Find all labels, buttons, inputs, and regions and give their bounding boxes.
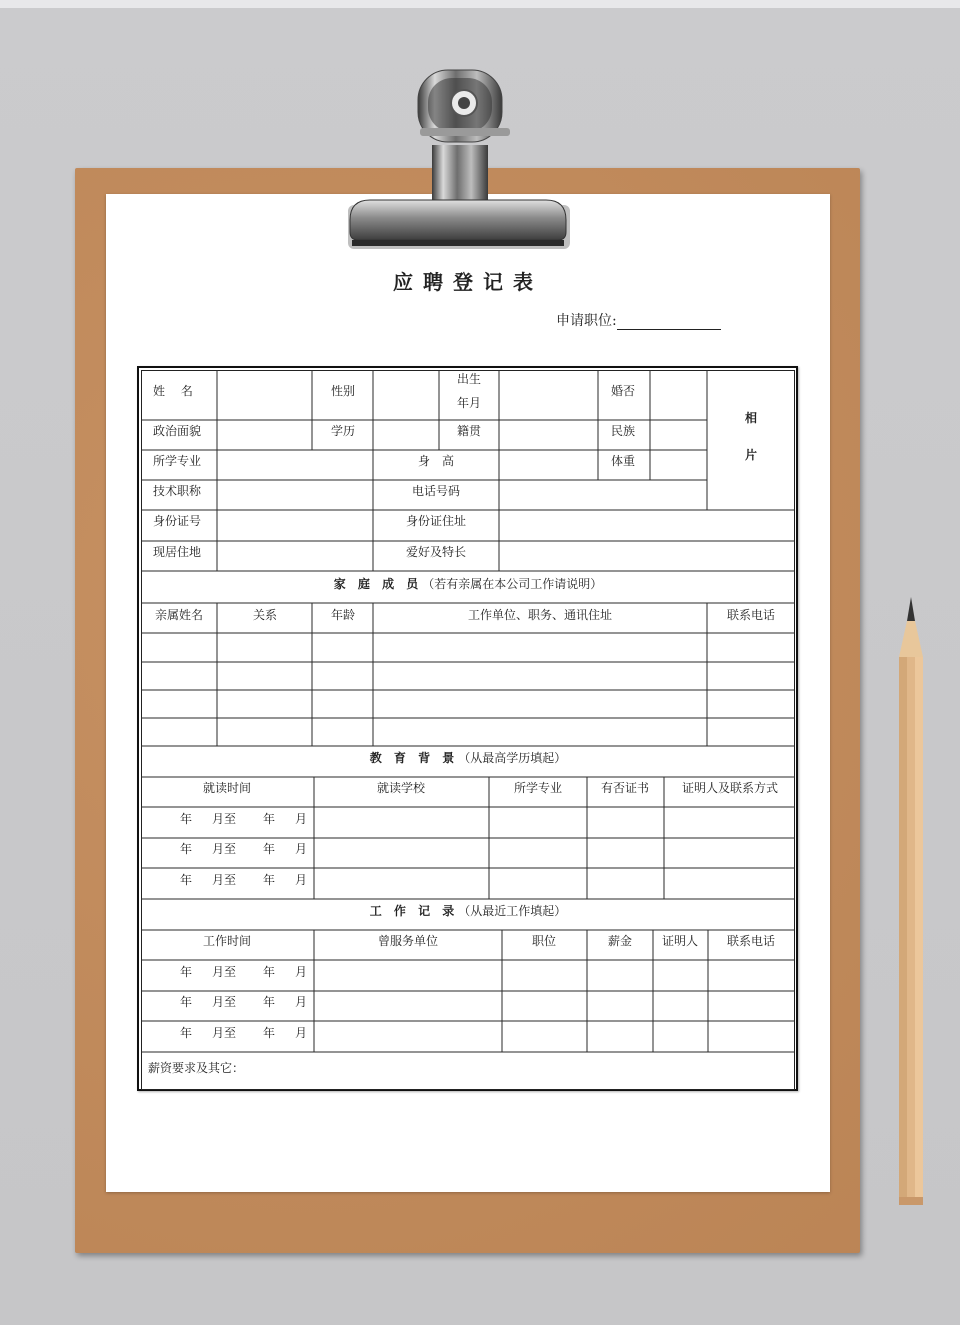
label-photo-1: 相 [744, 411, 758, 425]
label-birth-2: 年月 [456, 396, 482, 410]
work-row-2-year-from: 年 [180, 995, 193, 1009]
label-residence: 现居住地 [153, 545, 202, 559]
work-row-3-month-end: 月 [295, 1026, 308, 1040]
label-hobby: 爱好及特长 [405, 545, 467, 559]
work-heading-note: （从最近工作填起） [458, 904, 567, 918]
edu-row-2-month-to: 月至 [212, 842, 237, 856]
label-politics: 政治面貌 [153, 424, 202, 438]
work-heading [370, 904, 567, 918]
label-height: 身 高 [417, 454, 455, 468]
work-row-1-year-from: 年 [180, 965, 193, 979]
label-ethnic: 民族 [610, 424, 636, 438]
work-row-2-month-to: 月至 [212, 995, 237, 1009]
work-col-employer: 曾服务单位 [377, 934, 439, 948]
education-heading [370, 751, 567, 765]
edu-row-3-month-end: 月 [295, 873, 308, 887]
work-heading-title: 工 作 记 录 [369, 904, 459, 918]
work-col-reference: 证明人 [661, 934, 699, 948]
apply-position-label: 申请职位: [556, 313, 617, 329]
work-row-3-year-to: 年 [263, 1026, 276, 1040]
label-id-number: 身份证号 [153, 514, 202, 528]
edu-row-2-year-from: 年 [180, 842, 193, 856]
label-name: 姓 名 [153, 384, 193, 398]
work-col-position: 职位 [531, 934, 557, 948]
work-row-3-month-to: 月至 [212, 1026, 237, 1040]
family-col-name: 亲属姓名 [154, 608, 204, 622]
label-gender: 性别 [330, 384, 356, 398]
edu-row-1-year-to: 年 [263, 812, 276, 826]
label-marital: 婚否 [610, 384, 636, 398]
label-weight: 体重 [610, 454, 636, 468]
edu-col-school: 就读学校 [376, 781, 426, 795]
education-heading-title: 教 育 背 景 [369, 751, 459, 765]
label-birth-1: 出生 [456, 372, 482, 386]
family-col-work: 工作单位、职务、通讯住址 [467, 608, 613, 622]
work-row-2-month-end: 月 [295, 995, 308, 1009]
work-row-2-year-to: 年 [263, 995, 276, 1009]
label-salary-requirements: 薪资要求及其它： [148, 1061, 245, 1075]
edu-row-1-month-to: 月至 [212, 812, 237, 826]
edu-col-period: 就读时间 [202, 781, 252, 795]
work-row-1-month-to: 月至 [212, 965, 237, 979]
family-heading-title: 家 庭 成 员 [333, 577, 423, 591]
label-title-rank: 技术职称 [153, 484, 202, 498]
label-native: 籍贯 [456, 424, 482, 438]
work-row-3-year-from: 年 [180, 1026, 193, 1040]
label-phone: 电话号码 [411, 484, 461, 498]
edu-row-3-month-to: 月至 [212, 873, 237, 887]
page-title: 应聘登记表 [393, 270, 543, 294]
edu-row-1-year-from: 年 [180, 812, 193, 826]
label-education: 学历 [330, 424, 356, 438]
edu-row-2-year-to: 年 [263, 842, 276, 856]
label-photo-2: 片 [744, 448, 758, 462]
edu-col-major: 所学专业 [513, 781, 563, 795]
family-heading-note: （若有亲属在本公司工作请说明） [422, 577, 603, 591]
family-heading [334, 577, 603, 591]
edu-col-reference: 证明人及联系方式 [681, 781, 779, 795]
edu-row-3-year-to: 年 [263, 873, 276, 887]
work-col-salary: 薪金 [607, 934, 633, 948]
edu-row-3-year-from: 年 [180, 873, 193, 887]
work-col-period: 工作时间 [202, 934, 252, 948]
edu-row-1-month-end: 月 [295, 812, 308, 826]
family-col-phone: 联系电话 [726, 608, 776, 622]
work-row-1-month-end: 月 [295, 965, 308, 979]
edu-row-2-month-end: 月 [295, 842, 308, 856]
work-col-phone: 联系电话 [726, 934, 776, 948]
family-col-age: 年龄 [330, 608, 356, 622]
edu-col-certificate: 有否证书 [600, 781, 650, 795]
label-id-address: 身份证住址 [405, 514, 467, 528]
work-row-1-year-to: 年 [263, 965, 276, 979]
family-col-relation: 关系 [252, 608, 278, 622]
education-heading-note: （从最高学历填起） [458, 751, 567, 765]
label-major: 所学专业 [153, 454, 202, 468]
